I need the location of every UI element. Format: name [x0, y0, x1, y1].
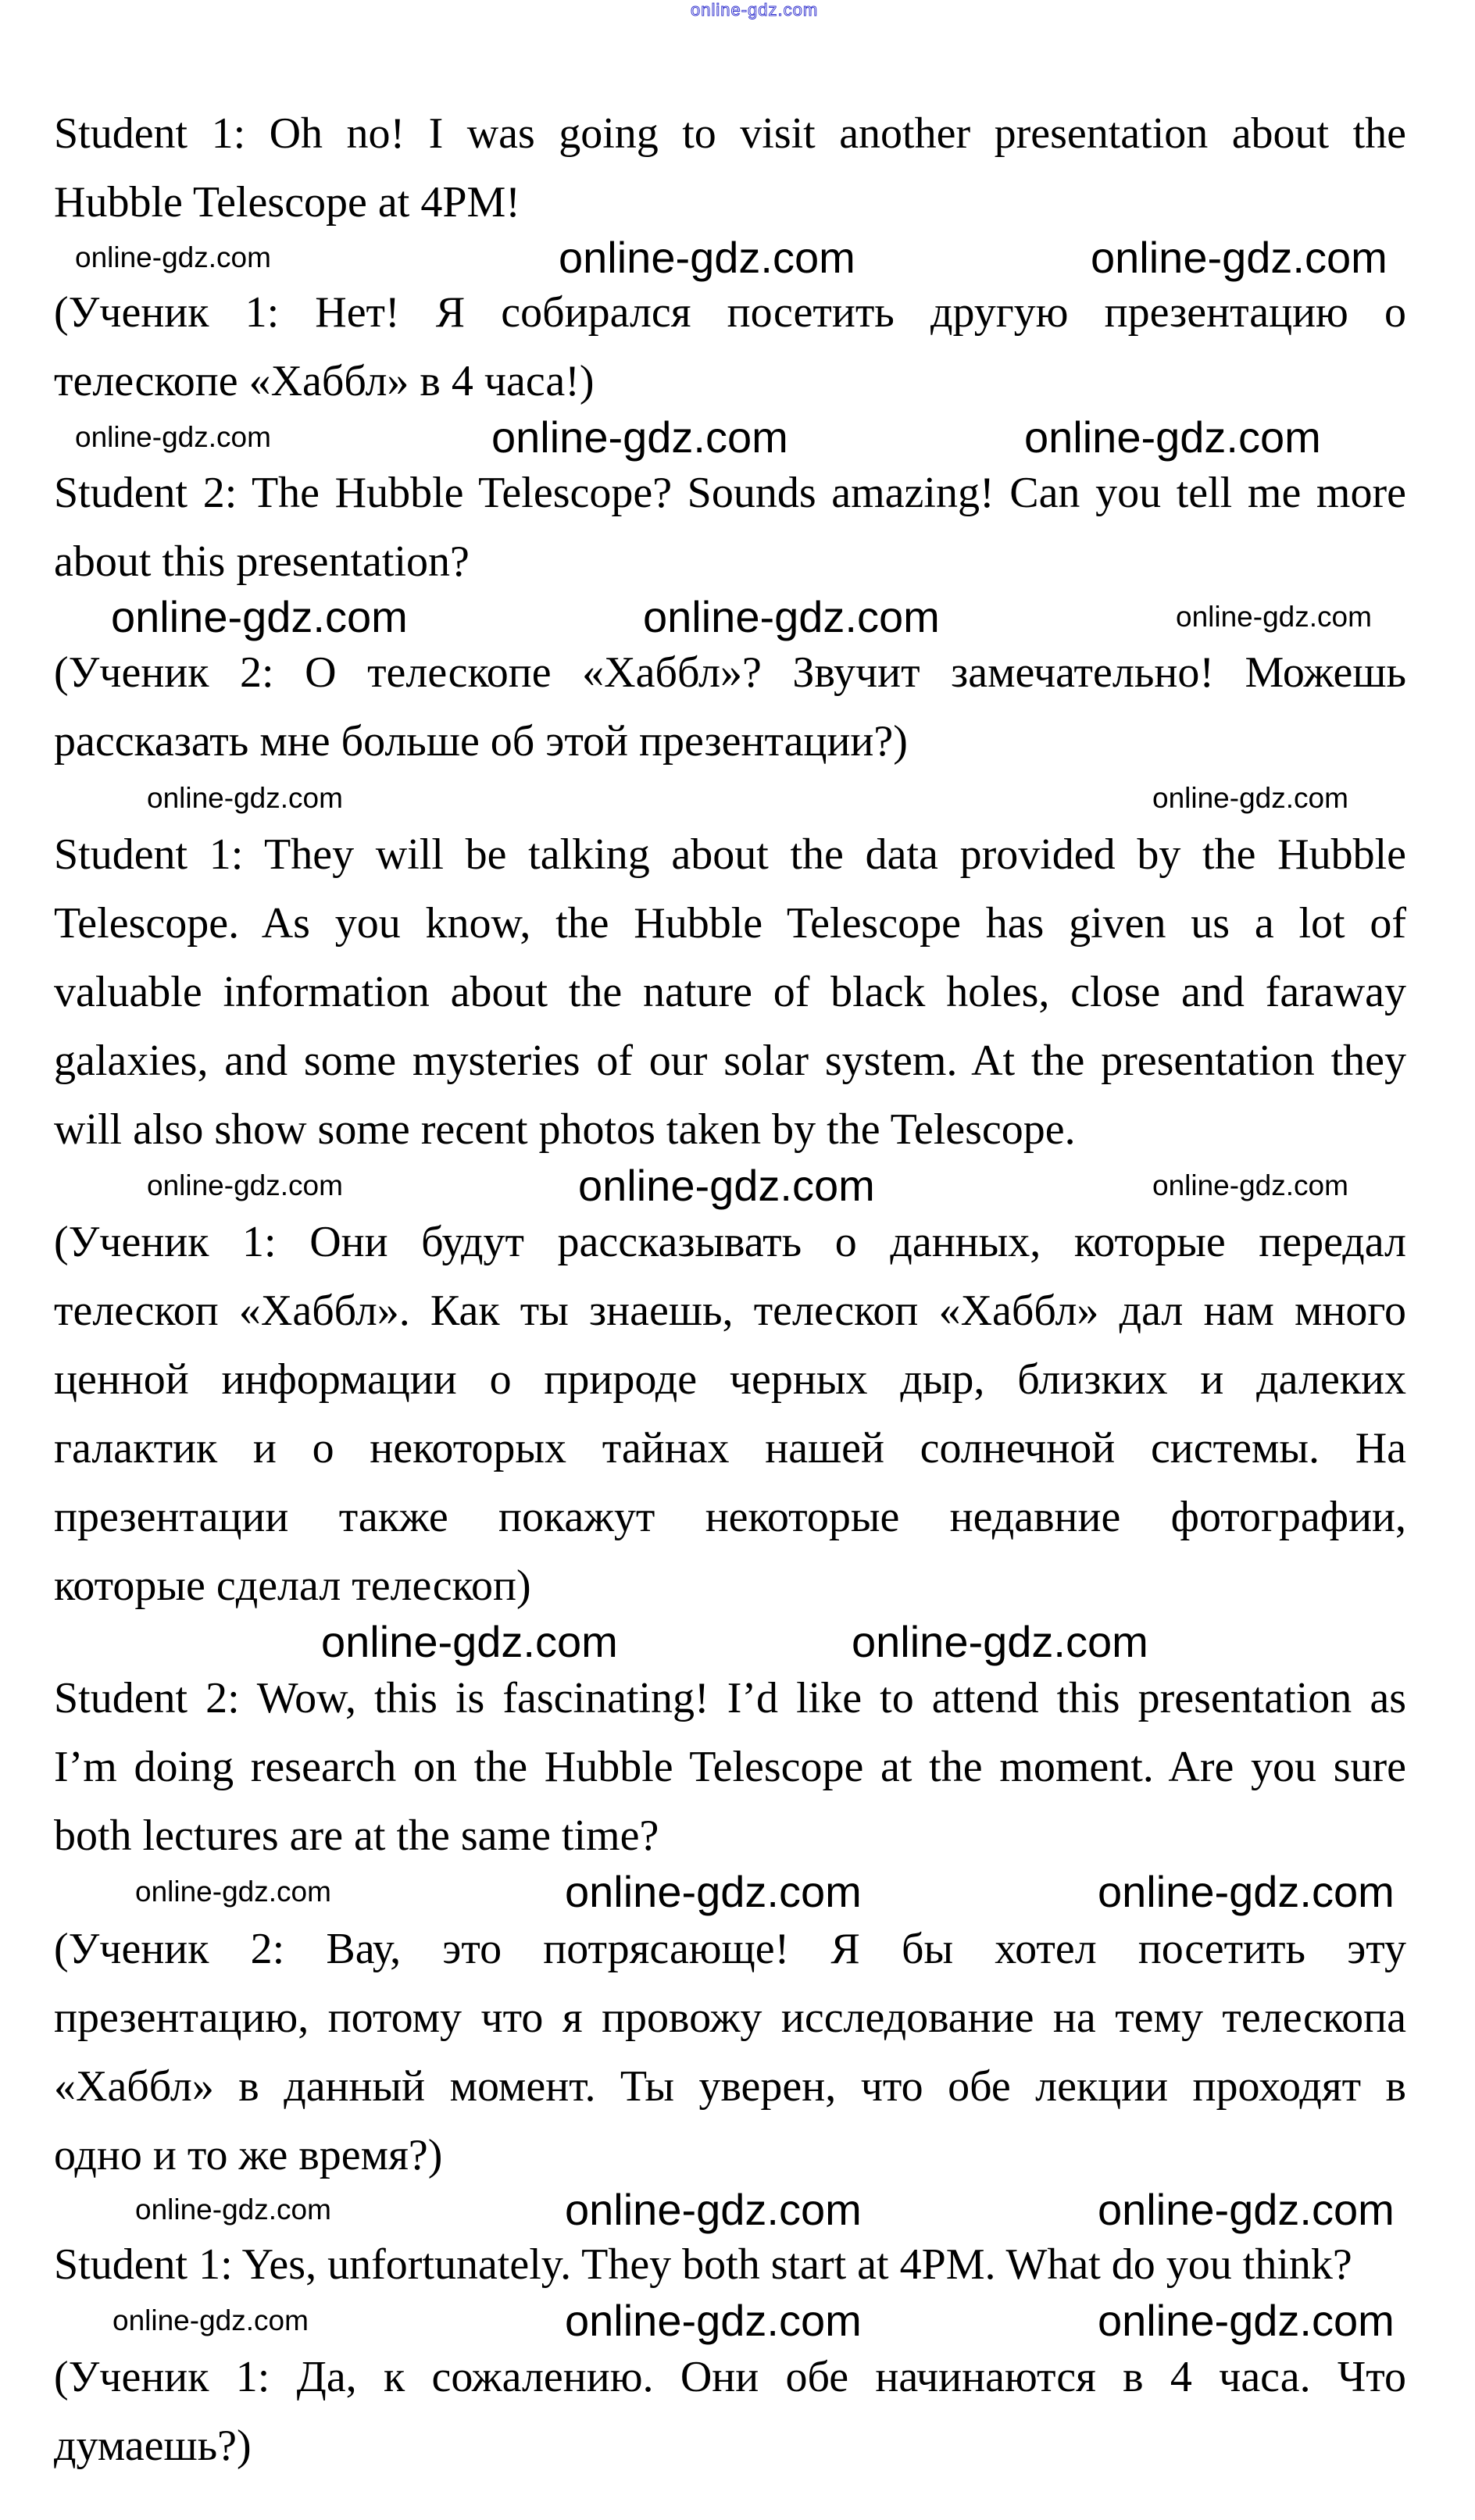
watermark: online-gdz.com — [147, 1169, 343, 1201]
watermark: online-gdz.com — [135, 2193, 331, 2226]
watermark: online-gdz.com — [321, 1617, 618, 1666]
text-line: галактик и о некоторых тайнах нашей солнечной системы. На — [54, 1424, 1406, 1472]
text-line: телескопе «Хаббл» в 4 часа!) — [54, 357, 595, 405]
watermark: online-gdz.com — [643, 592, 940, 641]
text-line: (Ученик 2: Вау, это потрясающе! Я бы хотел посетить эту — [54, 1925, 1406, 1973]
watermark: online-gdz.com — [75, 241, 271, 273]
text-line: думаешь?) — [54, 2422, 252, 2470]
watermark: online-gdz.com — [1024, 412, 1321, 462]
dialogue-paragraph — [54, 820, 1406, 1155]
text-line: both lectures are at the same time? — [54, 1811, 659, 1860]
watermark: online-gdz.com — [491, 412, 788, 462]
watermark: online-gdz.com — [1152, 1169, 1348, 1201]
dialogue-paragraph — [54, 1208, 1406, 1611]
text-line: презентации также покажут некоторые недавние фотографии, — [54, 1493, 1406, 1541]
watermark: online-gdz.com — [559, 233, 855, 282]
text-line: Student 1: They will be talking about the data provided by the Hubble — [54, 830, 1406, 879]
watermark: online-gdz.com — [1098, 1867, 1395, 1916]
dialogue-paragraph — [54, 1664, 1406, 1861]
text-line: (Ученик 1: Нет! Я собирался посетить другую презентацию о — [54, 288, 1406, 337]
text-line: I’m doing research on the Hubble Telescope at the moment. Are you sure — [54, 1743, 1406, 1791]
watermark: online-gdz.com — [112, 2304, 309, 2336]
watermark: online-gdz.com — [75, 421, 271, 453]
text-line: valuable information about the nature of black holes, close and faraway — [54, 968, 1406, 1016]
watermark: online-gdz.com — [1176, 601, 1372, 633]
text-line: Telescope. As you know, the Hubble Telescope has given us a lot of — [54, 899, 1406, 948]
text-line: Student 2: Wow, this is fascinating! I’d like to attend this presentation as — [54, 1674, 1406, 1722]
text-line: презентацию, потому что я провожу исследование на тему телескопа — [54, 1994, 1406, 2042]
watermark: online-gdz.com — [111, 592, 408, 641]
text-line: одно и то же время?) — [54, 2131, 443, 2179]
top-watermark: online-gdz.com — [691, 0, 819, 20]
watermark: online-gdz.com — [565, 1867, 862, 1916]
watermark: online-gdz.com — [578, 1161, 875, 1210]
text-line: will also show some recent photos taken by the Telescope. — [54, 1105, 1076, 1154]
text-line: Student 2: The Hubble Telescope? Sounds amazing! Can you tell me more — [54, 469, 1406, 517]
watermark: online-gdz.com — [147, 782, 343, 814]
dialogue-paragraph — [54, 2230, 1406, 2290]
dialogue-paragraph — [54, 99, 1406, 227]
dialogue-paragraph — [54, 278, 1406, 406]
dialogue-paragraph — [54, 1915, 1406, 2180]
text-line: ценной информации о природе черных дыр, близких и далеких — [54, 1355, 1406, 1404]
watermark: online-gdz.com — [1152, 782, 1348, 814]
text-line: рассказать мне больше об этой презентации?) — [54, 717, 908, 766]
text-line: Hubble Telescope at 4PM! — [54, 178, 520, 227]
text-line: Student 1: Yes, unfortunately. They both start at 4PM. What do you think? — [54, 2240, 1352, 2289]
text-line: «Хаббл» в данный момент. Ты уверен, что обе лекции проходят в — [54, 2062, 1406, 2111]
text-line: (Ученик 2: О телескопе «Хаббл»? Звучит замечательно! Можешь — [54, 648, 1406, 697]
text-line: about this presentation? — [54, 537, 470, 586]
watermark: online-gdz.com — [565, 2296, 862, 2345]
text-line: galaxies, and some mysteries of our solar system. At the presentation they — [54, 1037, 1406, 1085]
text-line: которые сделал телескоп) — [54, 1562, 531, 1610]
text-line: (Ученик 1: Они будут рассказывать о данных, которые передал — [54, 1218, 1406, 1266]
watermark: online-gdz.com — [1098, 2185, 1395, 2234]
watermark: online-gdz.com — [1098, 2296, 1395, 2345]
watermark: online-gdz.com — [1091, 233, 1388, 282]
dialogue-paragraph — [54, 638, 1406, 766]
watermark: online-gdz.com — [135, 1876, 331, 1908]
dialogue-paragraph — [54, 2343, 1406, 2471]
text-line: Student 1: Oh no! I was going to visit another presentation about the — [54, 109, 1406, 158]
text-line: телескоп «Хаббл». Как ты знаешь, телескоп «Хаббл» дал нам много — [54, 1287, 1406, 1335]
watermark: online-gdz.com — [852, 1617, 1148, 1666]
text-line: (Ученик 1: Да, к сожалению. Они обе начинаются в 4 часа. Что — [54, 2353, 1406, 2401]
dialogue-paragraph — [54, 459, 1406, 587]
watermark: online-gdz.com — [565, 2185, 862, 2234]
